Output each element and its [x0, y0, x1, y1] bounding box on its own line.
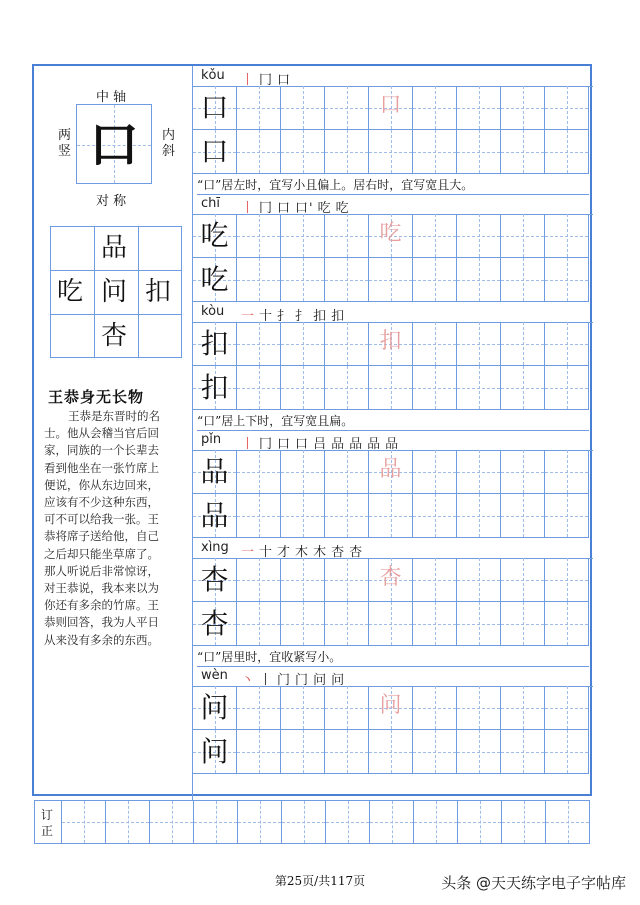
story-line: 从来没有多余的东西。	[44, 632, 159, 647]
practice-cell[interactable]	[369, 86, 413, 130]
practice-cell[interactable]	[237, 602, 281, 646]
header-char: 口	[89, 115, 139, 174]
correction-cell[interactable]	[105, 801, 149, 843]
practice-cell[interactable]	[281, 366, 325, 410]
practice-cell[interactable]	[369, 450, 413, 494]
practice-cell[interactable]	[457, 602, 501, 646]
stroke-step: 口	[277, 73, 292, 88]
trace-char: 口	[379, 93, 402, 118]
practice-cell[interactable]	[457, 214, 501, 258]
stroke-step: 丨	[259, 673, 274, 688]
correction-cell[interactable]	[193, 801, 237, 843]
stroke-step: 品	[331, 437, 346, 452]
practice-cell[interactable]	[501, 450, 545, 494]
stroke-step: 口	[277, 201, 292, 216]
practice-cell[interactable]	[413, 602, 457, 646]
practice-cell[interactable]	[193, 258, 237, 302]
practice-cell[interactable]	[237, 322, 281, 366]
stroke-step: 十	[259, 545, 274, 560]
practice-cell[interactable]	[413, 214, 457, 258]
stroke-note: “口”居上下时，宜写宽且扁。	[197, 410, 589, 431]
practice-cell[interactable]	[545, 130, 589, 174]
stroke-step: 吕	[313, 437, 328, 452]
example-bottom: 杏	[101, 321, 128, 351]
story-line: 那人听说后非常惊讶，	[44, 563, 159, 578]
practice-cell[interactable]	[237, 258, 281, 302]
practice-cell[interactable]	[369, 686, 413, 730]
stroke-step: 一	[241, 545, 256, 560]
practice-cell[interactable]	[281, 450, 325, 494]
story-line: 家，同族的一个长辈去	[44, 443, 159, 458]
header-char-panel	[34, 66, 192, 216]
pinyin: chī	[201, 196, 220, 211]
model-char: 杏	[200, 607, 229, 640]
practice-cell[interactable]	[325, 130, 369, 174]
practice-cell[interactable]	[237, 86, 281, 130]
practice-cell[interactable]	[545, 322, 589, 366]
practice-cell[interactable]	[545, 86, 589, 130]
practice-cell[interactable]	[545, 730, 589, 774]
trace-char: 扣	[379, 329, 402, 354]
pinyin-stroke-line	[193, 666, 593, 687]
stroke-step: 冂	[259, 437, 274, 452]
practice-cell[interactable]	[281, 86, 325, 130]
practice-cell[interactable]	[457, 450, 501, 494]
practice-cell[interactable]	[501, 322, 545, 366]
correction-label: 订 正	[41, 808, 54, 838]
model-char: 吃	[200, 263, 229, 296]
practice-cell[interactable]	[457, 366, 501, 410]
stroke-step: 扌	[295, 309, 310, 324]
trace-char: 吃	[379, 221, 402, 246]
watermark: 头条 @天天练字电子字帖库	[441, 874, 626, 892]
practice-cell[interactable]	[501, 730, 545, 774]
practice-cell[interactable]	[413, 258, 457, 302]
story-text	[44, 408, 190, 649]
stroke-note: “口”居里时，宜收紧写小。	[197, 646, 589, 667]
practice-cell[interactable]	[545, 258, 589, 302]
practice-cell[interactable]	[457, 322, 501, 366]
correction-cell[interactable]	[413, 801, 457, 843]
practice-cell[interactable]	[457, 686, 501, 730]
stroke-step: 木	[295, 545, 310, 560]
stroke-step: 冂	[259, 73, 274, 88]
practice-cell[interactable]	[193, 214, 237, 258]
correction-cell[interactable]	[149, 801, 193, 843]
correction-cell[interactable]	[545, 801, 589, 843]
stroke-step: 扣	[313, 309, 328, 324]
practice-cell[interactable]	[237, 558, 281, 602]
model-char: 品	[200, 499, 229, 532]
stroke-step: 门	[277, 673, 292, 688]
practice-cell[interactable]	[413, 558, 457, 602]
story-line: 士。他从会稽当官后回	[44, 426, 159, 441]
practice-cell[interactable]	[281, 686, 325, 730]
stroke-step: 品	[385, 437, 400, 452]
practice-cell[interactable]	[501, 86, 545, 130]
practice-cell[interactable]	[281, 602, 325, 646]
pinyin-stroke-line	[193, 538, 593, 559]
bottom-label: 对 称	[96, 194, 127, 209]
practice-cell[interactable]	[501, 214, 545, 258]
practice-cell[interactable]	[501, 258, 545, 302]
practice-cell[interactable]	[281, 258, 325, 302]
practice-cell[interactable]	[281, 322, 325, 366]
model-char: 问	[200, 735, 229, 768]
practice-cell[interactable]	[325, 686, 369, 730]
pinyin-stroke-line	[193, 194, 593, 215]
practice-cell[interactable]	[193, 686, 237, 730]
practice-cell[interactable]	[369, 322, 413, 366]
model-char: 杏	[200, 563, 229, 596]
header-char-box	[76, 104, 152, 184]
practice-cell[interactable]	[193, 558, 237, 602]
stroke-step: 丨	[241, 437, 256, 452]
practice-cell[interactable]	[457, 558, 501, 602]
story-line: 可不可以给我一张。王	[44, 512, 159, 527]
correction-cell[interactable]	[281, 801, 325, 843]
correction-cell[interactable]	[325, 801, 369, 843]
correction-strip	[34, 800, 590, 844]
practice-cell[interactable]	[369, 366, 413, 410]
practice-cell[interactable]	[193, 450, 237, 494]
practice-cell[interactable]	[325, 258, 369, 302]
practice-cell[interactable]	[457, 730, 501, 774]
practice-cell[interactable]	[369, 258, 413, 302]
example-right: 扣	[145, 277, 172, 307]
practice-cell[interactable]	[413, 86, 457, 130]
practice-cell[interactable]	[237, 130, 281, 174]
practice-cell[interactable]	[325, 450, 369, 494]
practice-cell[interactable]	[413, 130, 457, 174]
stroke-step: 扣	[331, 309, 346, 324]
practice-cell[interactable]	[457, 494, 501, 538]
stroke-step: 口	[277, 437, 292, 452]
trace-char: 问	[379, 693, 402, 718]
stroke-step: 木	[313, 545, 328, 560]
example-center: 问	[101, 277, 128, 307]
practice-cell[interactable]	[325, 366, 369, 410]
stroke-step: 吃	[317, 201, 332, 216]
stroke-step: 问	[313, 673, 328, 688]
pinyin: kǒu	[201, 68, 225, 83]
practice-cell[interactable]	[237, 730, 281, 774]
model-char: 扣	[200, 327, 229, 360]
practice-cell[interactable]	[281, 558, 325, 602]
practice-cell[interactable]	[501, 686, 545, 730]
trace-char: 杏	[379, 565, 402, 590]
practice-cell[interactable]	[545, 450, 589, 494]
practice-cell[interactable]	[193, 730, 237, 774]
right-label: 内 斜	[162, 128, 176, 159]
practice-area	[192, 66, 593, 800]
stroke-step: 门	[295, 673, 310, 688]
stroke-step: 一	[241, 309, 256, 324]
practice-cell[interactable]	[325, 214, 369, 258]
practice-cell[interactable]	[193, 602, 237, 646]
model-char: 口	[200, 91, 229, 124]
practice-cell[interactable]	[413, 450, 457, 494]
practice-cell[interactable]	[237, 366, 281, 410]
pinyin: xìng	[201, 540, 229, 555]
practice-cell[interactable]	[325, 494, 369, 538]
model-char: 吃	[200, 219, 229, 252]
pinyin-stroke-line	[193, 66, 593, 87]
practice-cell[interactable]	[237, 214, 281, 258]
story-line: 恭则回答，我为人平日	[44, 615, 159, 630]
page-frame	[32, 64, 592, 796]
practice-cell[interactable]	[325, 322, 369, 366]
practice-cell[interactable]	[193, 322, 237, 366]
example-left: 吃	[57, 277, 84, 307]
left-label: 两 竖	[58, 128, 72, 159]
practice-cell[interactable]	[501, 494, 545, 538]
practice-cell[interactable]	[413, 366, 457, 410]
practice-cell[interactable]	[193, 86, 237, 130]
story-line: 应该有不少这种东西，	[44, 495, 159, 510]
pinyin: wèn	[201, 668, 228, 683]
practice-cell[interactable]	[369, 494, 413, 538]
practice-cell[interactable]	[237, 494, 281, 538]
practice-cell[interactable]	[545, 366, 589, 410]
stroke-note: “口”居左时，宜写小且偏上。居右时，宜写宽且大。	[197, 174, 589, 195]
practice-cell[interactable]	[281, 494, 325, 538]
story-line: 对王恭说，我本来以为	[44, 581, 159, 596]
practice-cell[interactable]	[413, 686, 457, 730]
pinyin: pǐn	[201, 432, 222, 447]
practice-cell[interactable]	[457, 130, 501, 174]
trace-char: 品	[379, 457, 402, 482]
practice-cell[interactable]	[237, 686, 281, 730]
correction-cell[interactable]	[61, 801, 105, 843]
story-line: 恭将席子送给他，自己	[44, 529, 159, 544]
stroke-step: 才	[277, 545, 292, 560]
practice-cell[interactable]	[325, 558, 369, 602]
practice-cell[interactable]	[193, 366, 237, 410]
practice-cell[interactable]	[281, 130, 325, 174]
story-line: 便说，你从东边回来，	[44, 477, 159, 492]
practice-cell[interactable]	[325, 730, 369, 774]
practice-cell[interactable]	[545, 214, 589, 258]
pinyin-stroke-line	[193, 302, 593, 323]
story-line: 看到他坐在一张竹席上	[44, 460, 159, 475]
practice-cell[interactable]	[501, 602, 545, 646]
practice-cell[interactable]	[545, 494, 589, 538]
practice-cell[interactable]	[545, 602, 589, 646]
practice-cell[interactable]	[369, 130, 413, 174]
stroke-step: 品	[367, 437, 382, 452]
correction-cell[interactable]	[501, 801, 545, 843]
stroke-step: 扌	[277, 309, 292, 324]
stroke-step: 吃	[335, 201, 350, 216]
story-title: 王恭身无长物	[48, 388, 145, 406]
practice-cell[interactable]	[369, 558, 413, 602]
model-char: 品	[200, 455, 229, 488]
practice-cell[interactable]	[325, 86, 369, 130]
model-char: 口	[200, 135, 229, 168]
stroke-step: 口'	[295, 201, 314, 216]
practice-cell[interactable]	[281, 214, 325, 258]
practice-cell[interactable]	[457, 86, 501, 130]
stroke-step: 丶	[241, 673, 256, 688]
example-top: 品	[101, 233, 128, 263]
top-label: 中 轴	[96, 90, 127, 105]
correction-cell[interactable]	[457, 801, 501, 843]
practice-cell[interactable]	[501, 558, 545, 602]
correction-cell[interactable]	[237, 801, 281, 843]
stroke-step: 杏	[331, 545, 346, 560]
practice-cell[interactable]	[545, 686, 589, 730]
stroke-step: 杏	[349, 545, 364, 560]
practice-cell[interactable]	[369, 214, 413, 258]
stroke-step: 品	[349, 437, 364, 452]
model-char: 扣	[200, 371, 229, 404]
practice-cell[interactable]	[369, 730, 413, 774]
practice-cell[interactable]	[193, 130, 237, 174]
practice-cell[interactable]	[325, 602, 369, 646]
page-number: 第25页/共117页	[274, 874, 366, 888]
practice-cell[interactable]	[281, 730, 325, 774]
story-line: 之后却只能坐草席了。	[44, 546, 159, 561]
practice-cell[interactable]	[501, 130, 545, 174]
model-char: 问	[200, 691, 229, 724]
stroke-step: 冂	[259, 201, 274, 216]
practice-cell[interactable]	[413, 322, 457, 366]
practice-cell[interactable]	[457, 258, 501, 302]
stroke-step: 丨	[241, 73, 256, 88]
practice-cell[interactable]	[193, 494, 237, 538]
practice-cell[interactable]	[501, 366, 545, 410]
practice-cell[interactable]	[413, 494, 457, 538]
correction-cell[interactable]	[369, 801, 413, 843]
stroke-step: 十	[259, 309, 274, 324]
stroke-step: 丨	[241, 201, 256, 216]
stroke-step: 口	[295, 437, 310, 452]
story-line: 你还有多余的竹席。王	[44, 598, 159, 613]
pinyin: kòu	[201, 304, 225, 319]
pinyin-stroke-line	[193, 430, 593, 451]
story-line: 王恭是东晋时的名	[68, 409, 160, 423]
practice-cell[interactable]	[545, 558, 589, 602]
practice-cell[interactable]	[237, 450, 281, 494]
practice-cell[interactable]	[369, 602, 413, 646]
stroke-step: 问	[331, 673, 346, 688]
practice-cell[interactable]	[413, 730, 457, 774]
example-grid	[50, 226, 182, 358]
